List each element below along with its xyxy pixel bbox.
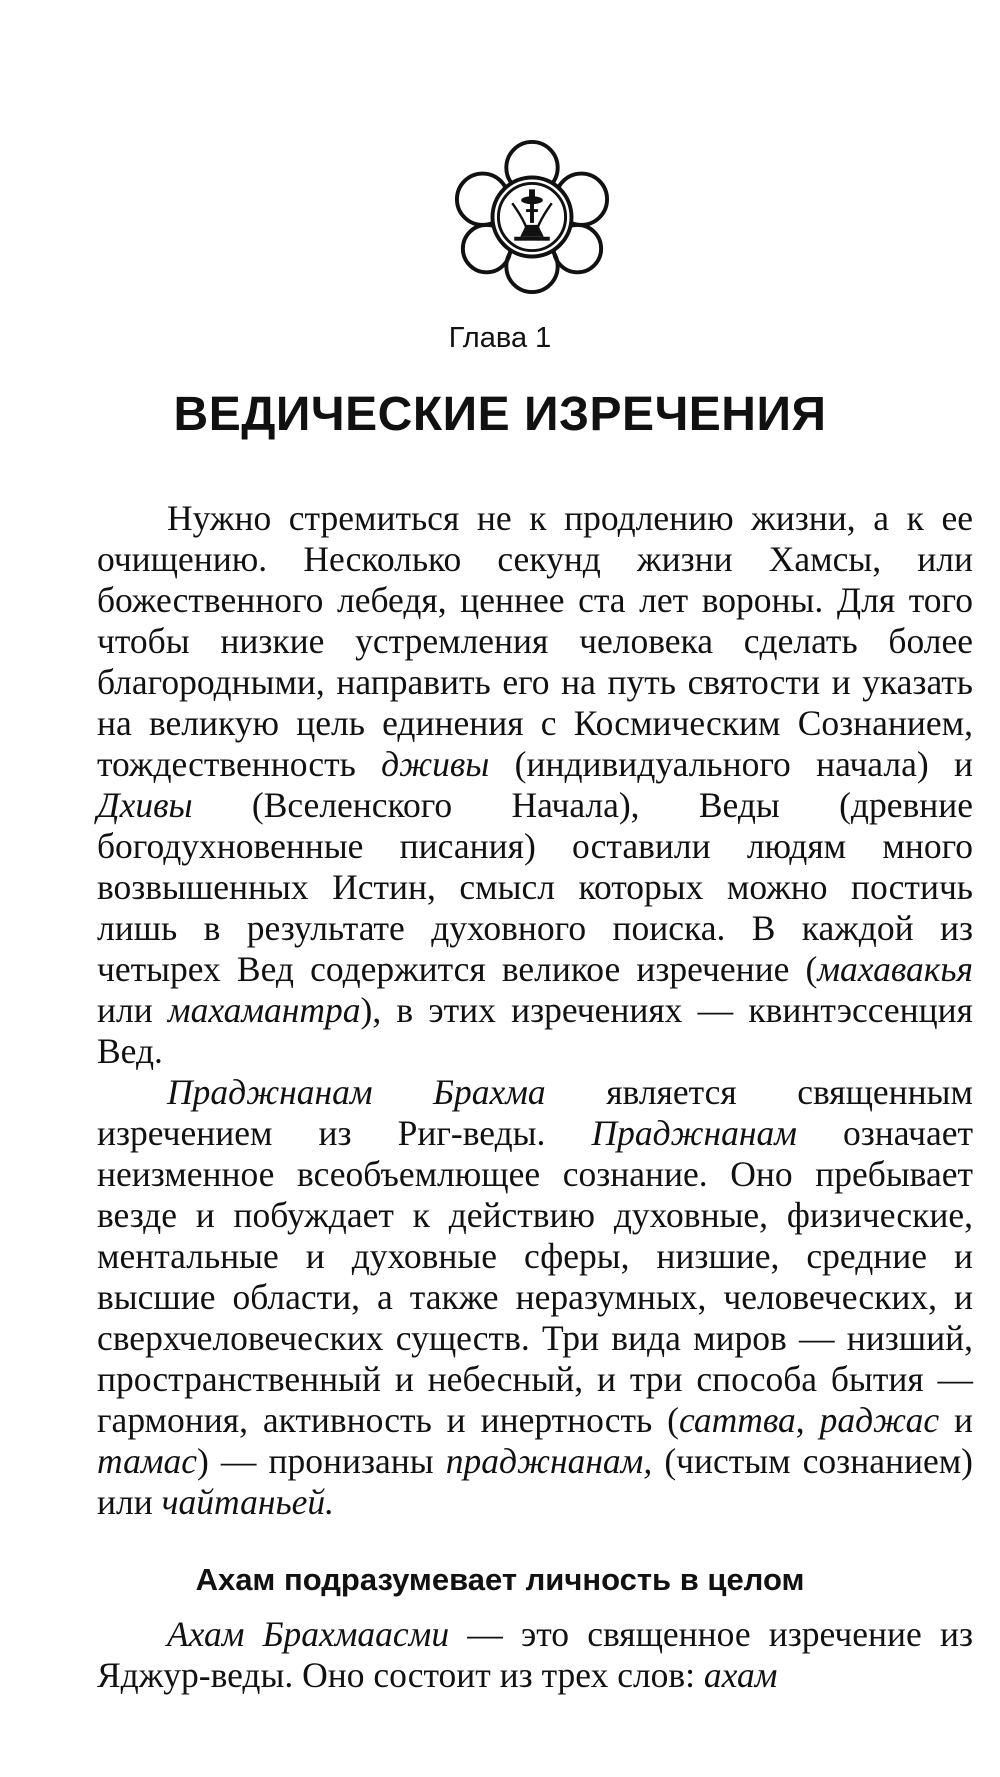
chapter-label: Глава 1 <box>448 322 552 354</box>
paragraph: Ахам Брахмаасми — это священное изречение из Яджур-веды. Оно состоит из трех слов: ахам <box>97 1614 973 1695</box>
section-heading: Ахам подразумевает личность в целом <box>195 1562 805 1597</box>
section-body <box>97 1614 973 1696</box>
paragraph: Нужно стремиться не к продлению жизни, а к ее очищению. Несколько секунд жизни Хамсы, или божественного лебедя, ценнее ста лет вороны. Для того чтобы низкие устремления человека сделать более благородными, направить его на путь святости и указать на великую цель единения с Космическим Сознанием, тождественность дживы (индивидуального начала) и Дхивы (Вселенского Начала), Веды (древние богодухновенные писания) оставили людям много возвышенных Истин, смысл которых можно постичь лишь в результате духовного поиска. В каждой из четырех Вед содержится великое изречение (махавакья или махамантра), в этих изречениях — квинтэссенция Вед. <box>97 498 973 1071</box>
lotus-flower-lamp-icon <box>453 138 611 296</box>
chapter-title: ВЕДИЧЕСКИЕ ИЗРЕЧЕНИЯ <box>173 388 827 441</box>
chapter-body <box>97 498 973 1523</box>
paragraph: Праджнанам Брахма является священным изречением из Риг-веды. Праджнанам означает неизменное всеобъемлющее сознание. Оно пребывает везде и побуждает к действию духовные, физические, ментальные и духовные сферы, низшие, средние и высшие области, а также неразумных, человеческих, и сверхчеловеческих существ. Три вида миров — низший, пространственный и небесный, и три способа бытия — гармония, активность и инертность (саттва, раджас и тамас) — пронизаны праджнанам, (чистым сознанием) или чайтаньей. <box>97 1072 974 1522</box>
